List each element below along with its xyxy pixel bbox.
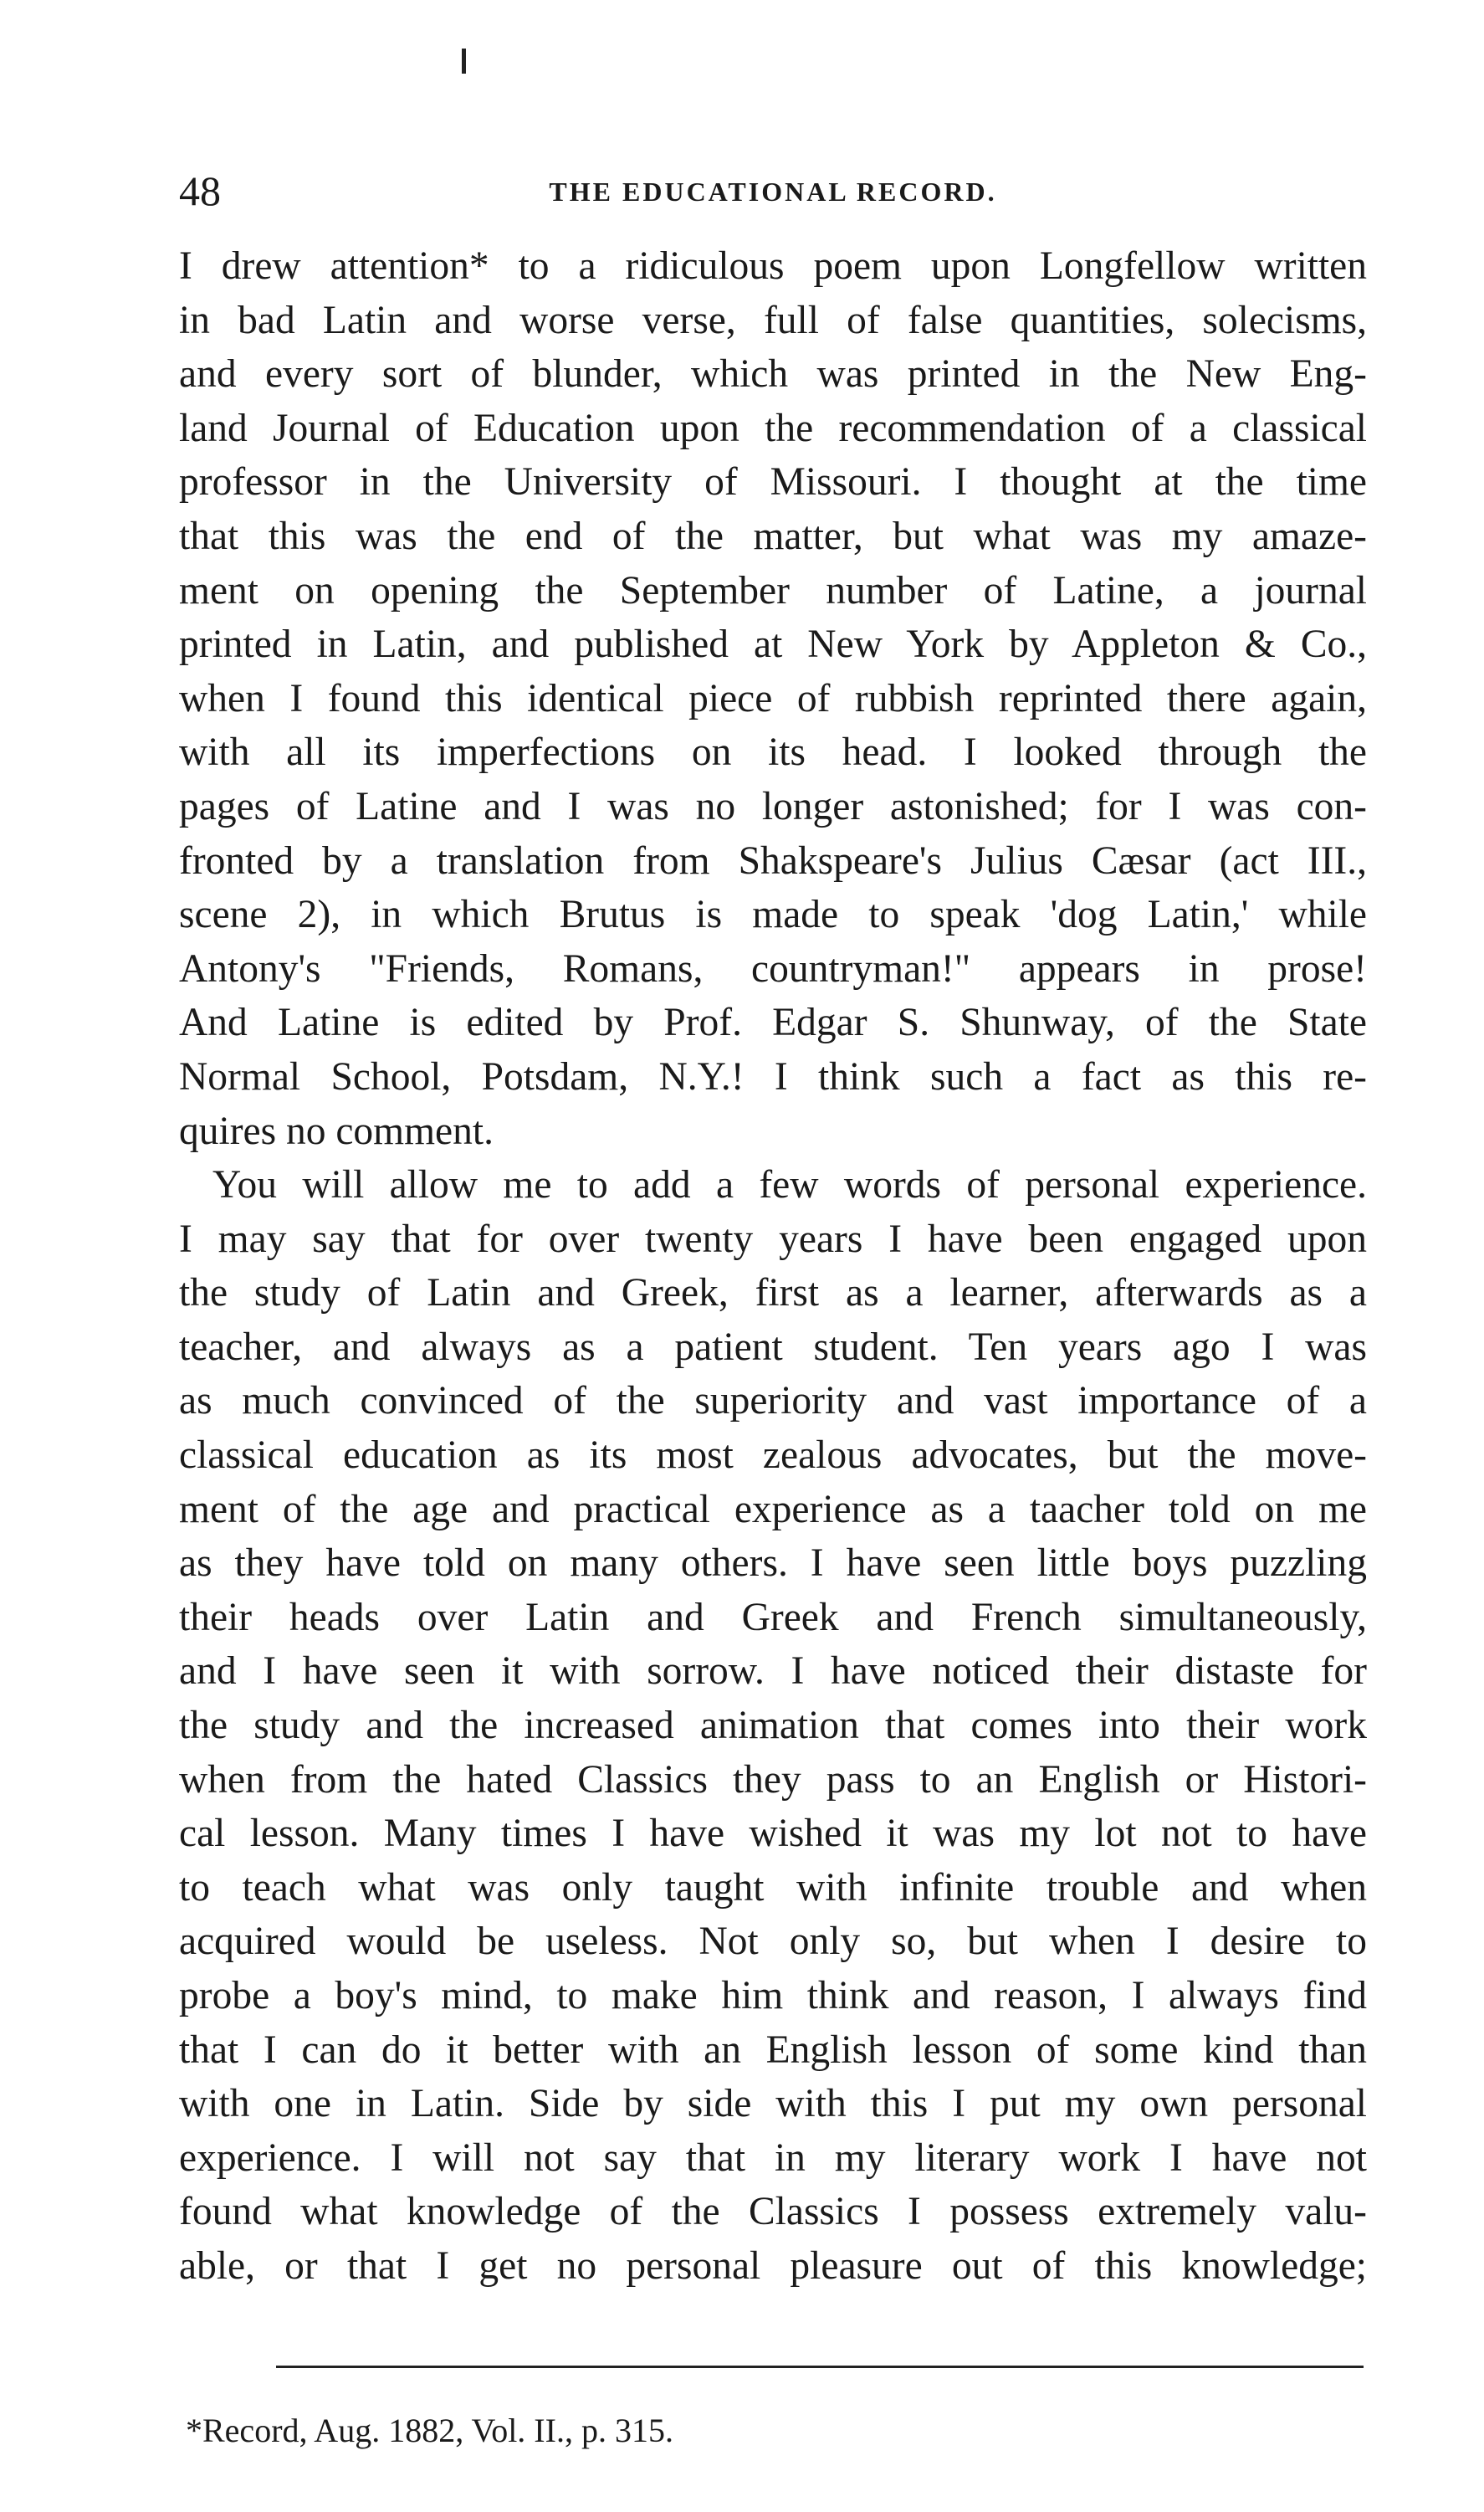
text-line: experience. I will not say that in my literary work I have not [179,2135,1367,2180]
text-line: and I have seen it with sorrow. I have noticed their distaste for [179,1649,1367,1694]
text-line: with one in Latin. Side by side with this I put my own personal [179,2082,1367,2126]
running-head [179,166,1367,216]
text-line: as they have told on many others. I have seen little boys puzzling [179,1541,1367,1586]
text-line: professor in the University of Missouri. I thought at the time [179,460,1367,505]
footnote-rule [276,2366,1364,2368]
text-line: and every sort of blunder, which was printed in the New Eng- [179,352,1367,397]
text-line: Normal School, Potsdam, N.Y.! I think such a fact as this re- [179,1054,1367,1099]
text-line: And Latine is edited by Prof. Edgar S. Shunway, of the State [179,1001,1367,1045]
text-line: when I found this identical piece of rubbish reprinted there again, [179,676,1367,720]
text-line: classical education as its most zealous advocates, but the move- [179,1433,1367,1478]
text-line: ment on opening the September number of Latine, a journal [179,568,1367,613]
text-line: fronted by a translation from Shakspeare's Julius Cæsar (act III., [179,838,1367,883]
page-number: 48 [179,167,221,214]
text-line: probe a boy's mind, to make him think and reason, I always find [179,1974,1367,2017]
text-line: as much convinced of the superiority and vast importance of a [179,1379,1367,1423]
text-line: that this was the end of the matter, but what was my amaze- [179,514,1367,558]
text-line: acquired would be useless. Not only so, but when I desire to [179,1920,1367,1964]
text-line: I drew attention* to a ridiculous poem upon Longfellow written [179,244,1367,288]
text-line: land Journal of Education upon the recommendation of a classical [179,406,1367,450]
text-line: when from the hated Classics they pass to an English or Histori- [179,1757,1367,1802]
text-line: able, or that I get no personal pleasure out of this knowledge; [179,2243,1367,2288]
text-line: found what knowledge of the Classics I possess extremely valu- [179,2190,1367,2234]
text-line: the study and the increased animation that comes into their work [179,1704,1367,1748]
text-line: ment of the age and practical experience as a taacher told on me [179,1487,1367,1531]
stray-ink-mark [462,49,466,74]
text-line: printed in Latin, and published at New York by Appleton & Co., [179,623,1367,667]
text-line: in bad Latin and worse verse, full of false quantities, solecisms, [179,298,1367,342]
footnote: *Record, Aug. 1882, Vol. II., p. 315. [186,2412,673,2449]
text-line: the study of Latin and Greek, first as a learner, afterwards as a [179,1271,1367,1315]
text-line: quires no comment. [179,1109,494,1153]
text-line: their heads over Latin and Greek and French simultaneously, [179,1595,1367,1639]
text-line: with all its imperfections on its head. I looked through the [179,731,1367,775]
text-line: teacher, and always as a patient student. Ten years ago I was [179,1325,1367,1369]
text-line: scene 2), in which Brutus is made to speak 'dog Latin,' while [179,893,1367,937]
text-line: to teach what was only taught with infinite trouble and when [179,1865,1367,1910]
journal-title: THE EDUCATIONAL RECORD. [549,177,997,207]
text-line: I may say that for over twenty years I have been engaged upon [179,1217,1367,1261]
text-line: cal lesson. Many times I have wished it was my lot not to have [179,1812,1367,1856]
text-line: that I can do it better with an English lesson of some kind than [179,2028,1367,2072]
body-text [179,239,1367,2294]
text-line: Antony's "Friends, Romans, countryman!" appears in prose! [179,946,1367,991]
text-line: pages of Latine and I was no longer astonished; for I was con- [179,784,1367,828]
text-line: You will allow me to add a few words of personal experience. [212,1163,1367,1207]
